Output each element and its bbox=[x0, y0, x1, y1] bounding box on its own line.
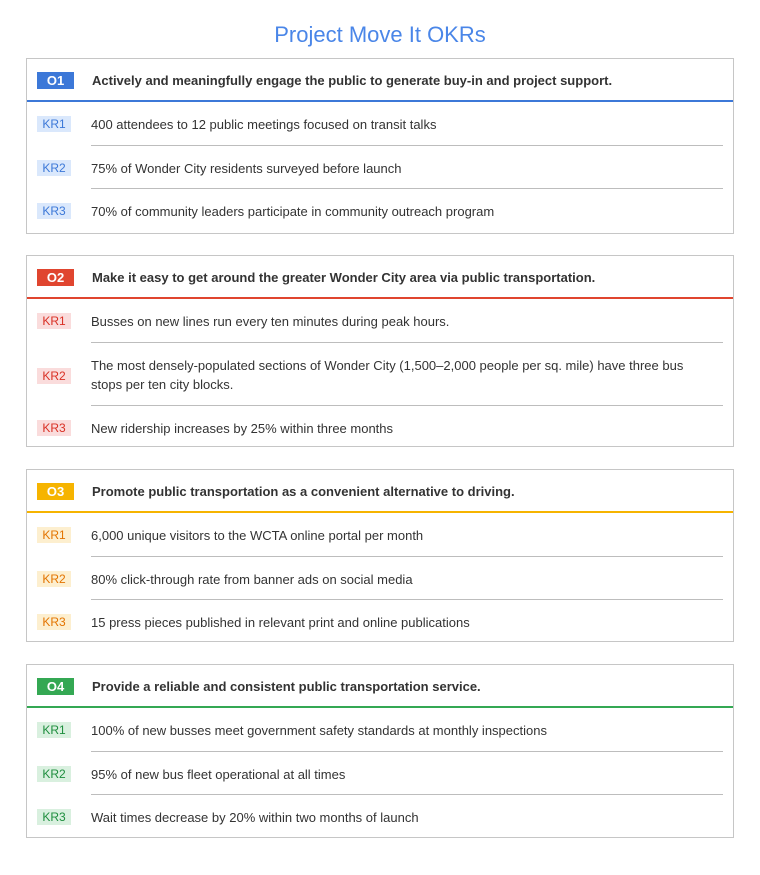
key-result-row bbox=[27, 795, 733, 837]
objective-title: Promote public transportation as a convenient alternative to driving. bbox=[92, 484, 515, 499]
key-result-row bbox=[27, 600, 733, 641]
kr-badge: KR3 bbox=[37, 809, 71, 825]
kr-badge: KR1 bbox=[37, 527, 71, 543]
objective-card-1 bbox=[26, 58, 734, 234]
objective-card-4 bbox=[26, 664, 734, 838]
key-result-row bbox=[27, 102, 733, 146]
objective-card-3 bbox=[26, 469, 734, 642]
key-result-row bbox=[27, 146, 733, 189]
objective-header bbox=[27, 470, 733, 513]
key-result-row bbox=[27, 752, 733, 795]
objective-badge: O3 bbox=[37, 483, 74, 500]
kr-badge: KR2 bbox=[37, 160, 71, 176]
kr-text: Busses on new lines run every ten minutes during peak hours. bbox=[91, 314, 450, 329]
kr-badge: KR2 bbox=[37, 766, 71, 782]
key-result-row bbox=[27, 513, 733, 557]
kr-badge: KR3 bbox=[37, 203, 71, 219]
objective-title: Make it easy to get around the greater Wonder City area via public transportation. bbox=[92, 270, 596, 285]
kr-text: New ridership increases by 25% within three months bbox=[91, 421, 394, 436]
objective-header bbox=[27, 59, 733, 102]
kr-text: 75% of Wonder City residents surveyed before launch bbox=[91, 161, 402, 176]
kr-text: 70% of community leaders participate in community outreach program bbox=[91, 204, 495, 219]
key-result-row bbox=[27, 708, 733, 752]
kr-text: The most densely-populated sections of Wonder City (1,500–2,000 people per sq. mile) have three bus stops per ten city blocks. bbox=[91, 358, 684, 392]
key-result-row bbox=[27, 299, 733, 343]
kr-text: 80% click-through rate from banner ads on social media bbox=[91, 572, 413, 587]
key-result-row bbox=[27, 406, 733, 446]
kr-badge: KR1 bbox=[37, 722, 71, 738]
kr-badge: KR3 bbox=[37, 420, 71, 436]
page-title: Project Move It OKRs bbox=[274, 22, 486, 47]
kr-text: Wait times decrease by 20% within two months of launch bbox=[91, 810, 419, 825]
kr-badge: KR2 bbox=[37, 368, 71, 384]
kr-text: 100% of new busses meet government safety standards at monthly inspections bbox=[91, 723, 547, 738]
objective-title: Provide a reliable and consistent public transportation service. bbox=[92, 679, 481, 694]
key-result-row bbox=[27, 343, 733, 406]
kr-badge: KR2 bbox=[37, 571, 71, 587]
kr-text: 6,000 unique visitors to the WCTA online portal per month bbox=[91, 528, 424, 543]
objective-card-2 bbox=[26, 255, 734, 447]
objective-header bbox=[27, 665, 733, 708]
kr-text: 400 attendees to 12 public meetings focused on transit talks bbox=[91, 117, 437, 132]
objective-header bbox=[27, 256, 733, 299]
kr-text: 15 press pieces published in relevant print and online publications bbox=[91, 615, 470, 630]
kr-badge: KR1 bbox=[37, 116, 71, 132]
objective-title: Actively and meaningfully engage the public to generate buy-in and project support. bbox=[92, 73, 613, 88]
kr-text: 95% of new bus fleet operational at all times bbox=[91, 767, 346, 782]
key-result-row bbox=[27, 189, 733, 231]
key-result-row bbox=[27, 557, 733, 600]
objective-badge: O1 bbox=[37, 72, 74, 89]
objective-badge: O4 bbox=[37, 678, 74, 695]
objective-badge: O2 bbox=[37, 269, 74, 286]
kr-badge: KR1 bbox=[37, 313, 71, 329]
kr-badge: KR3 bbox=[37, 614, 71, 630]
